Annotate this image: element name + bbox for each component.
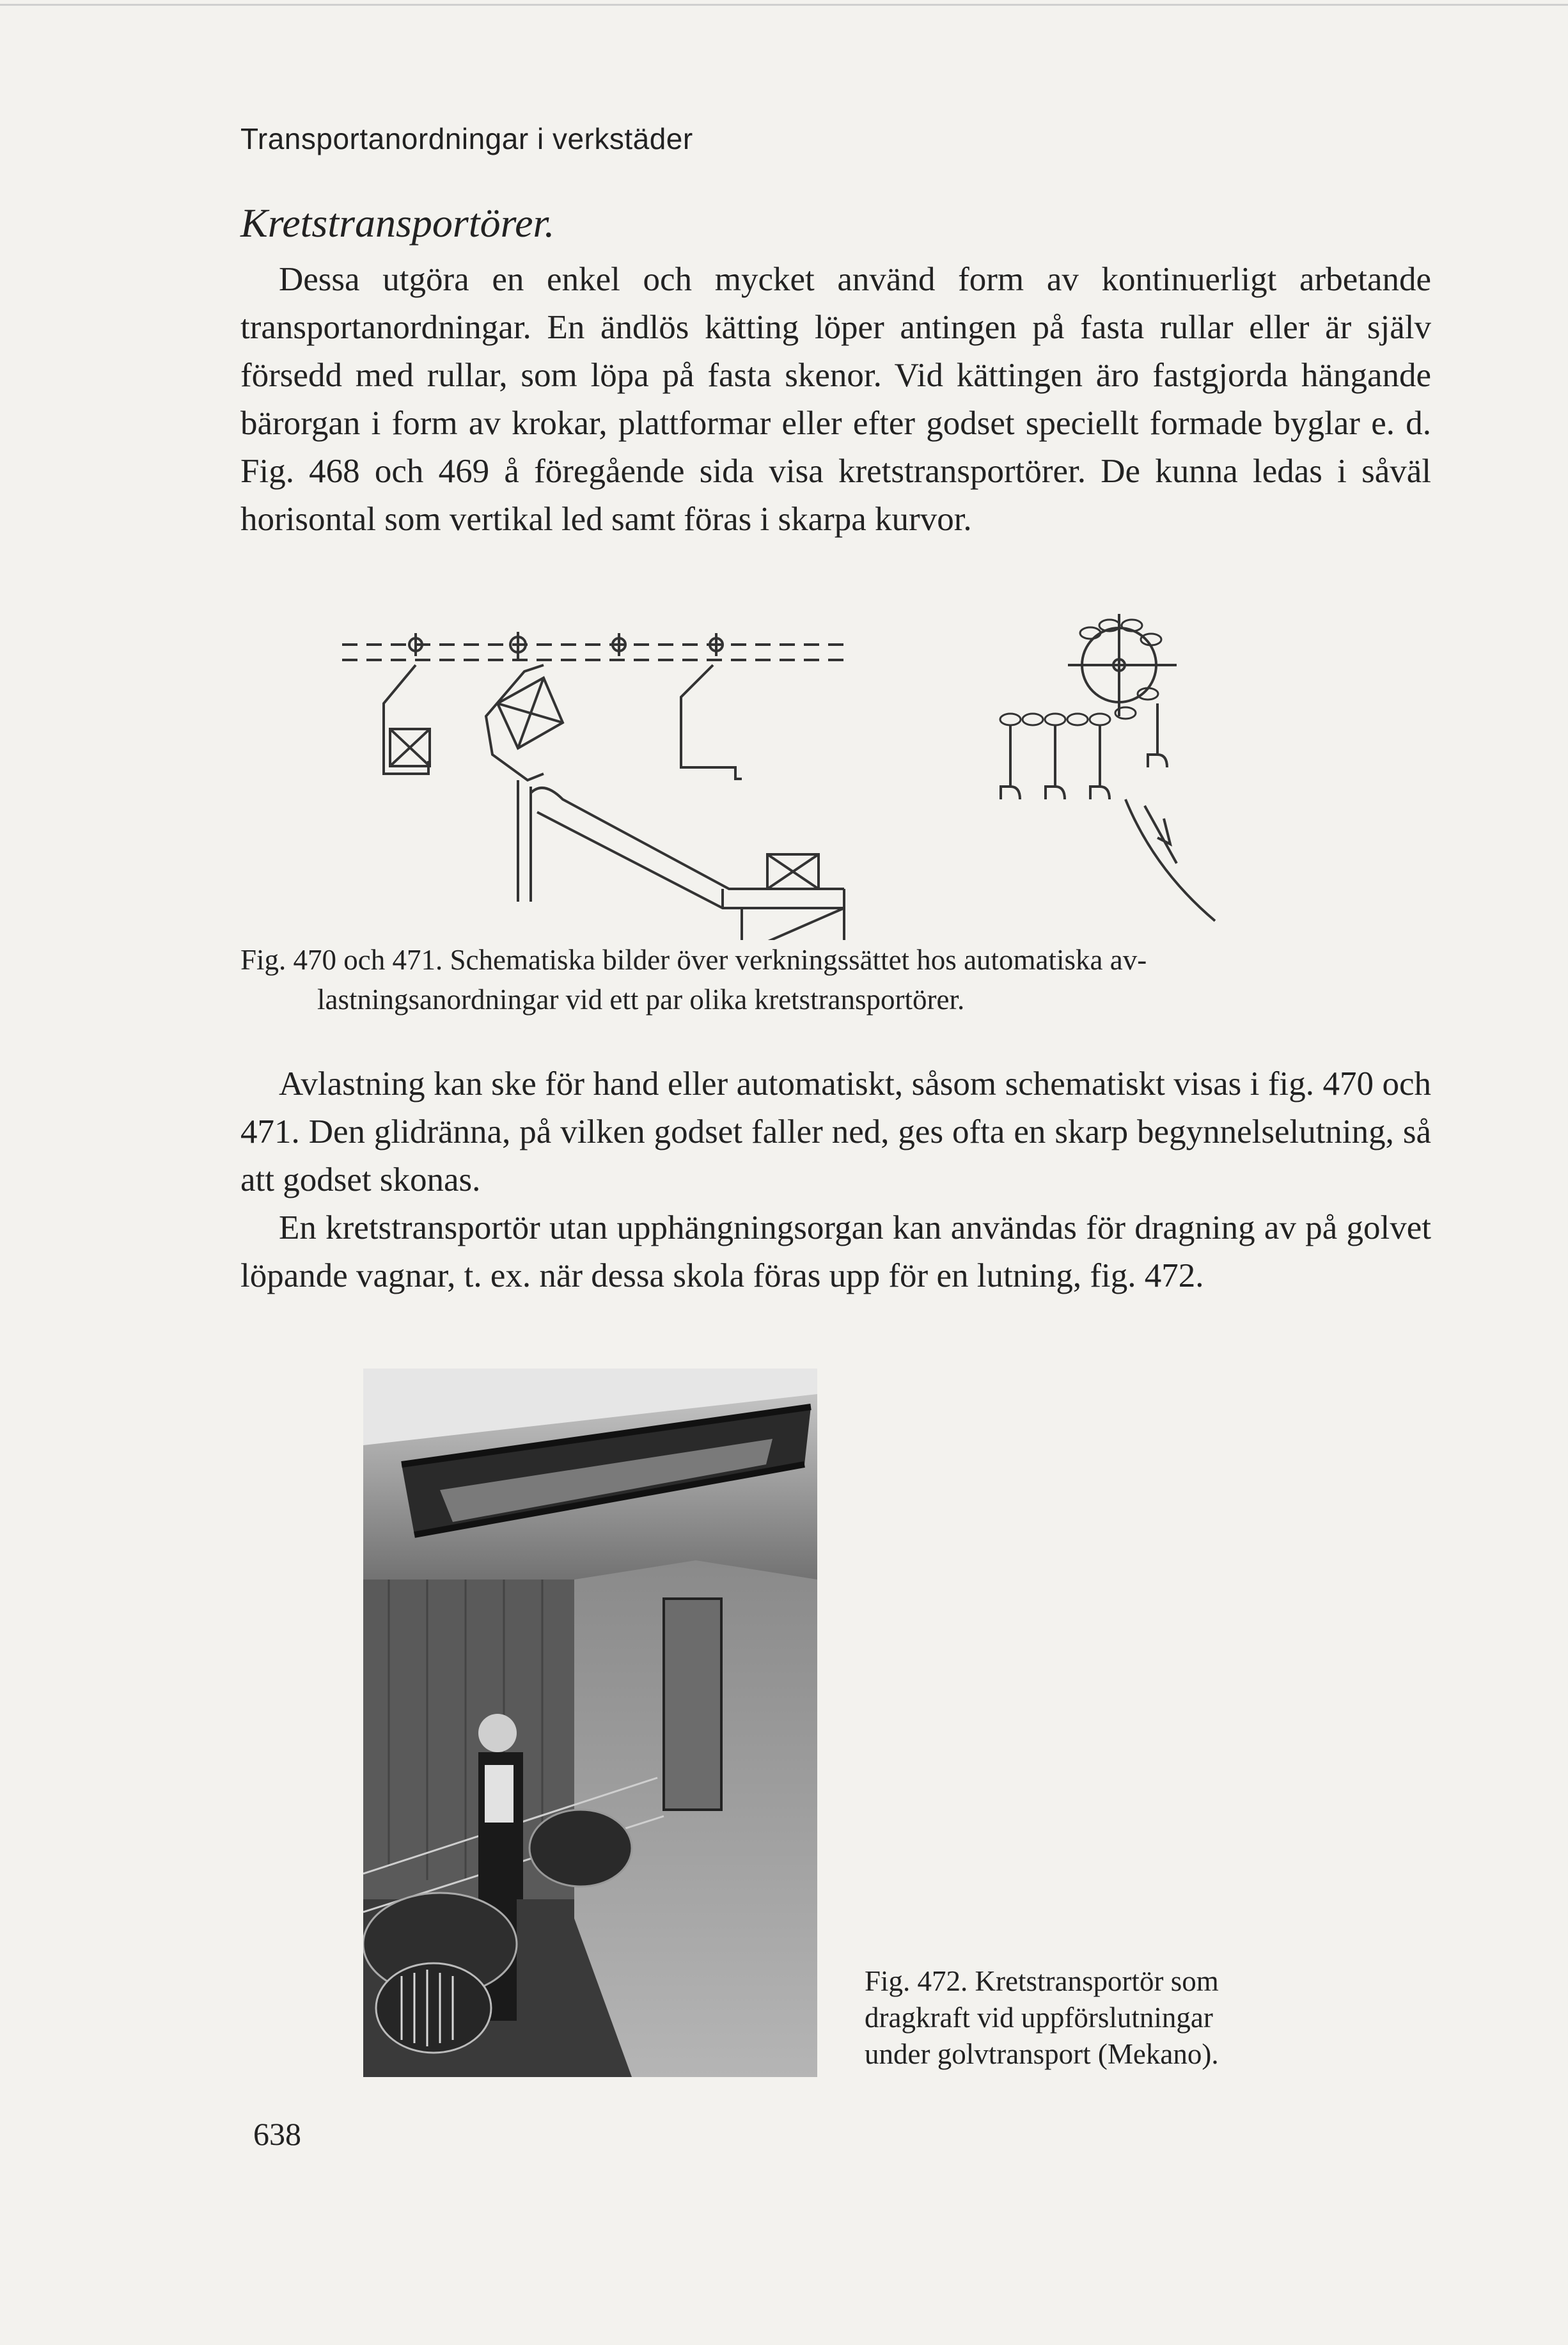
- figure-470-471-diagram: [333, 608, 1292, 940]
- figure-470-471-caption: [240, 940, 1431, 1019]
- running-head: Transportanordningar i verkstäder: [240, 122, 693, 155]
- figure-472-photo: [363, 1369, 817, 2077]
- figure-472-caption-line2: dragkraft vid uppförslutningar: [865, 2002, 1213, 2034]
- fig470-hanger-3: [681, 665, 742, 779]
- figure-470-471-caption-line2: lastningsanordningar vid ett par olika kretstransportörer.: [317, 984, 965, 1016]
- fig470-hanger-1: [384, 665, 430, 774]
- figure-472-caption: [865, 1963, 1376, 2073]
- fig470-overhead-rail: [342, 645, 844, 660]
- fig471-chute-curve: [1125, 799, 1215, 921]
- fig470-chute: [518, 780, 844, 940]
- fig471-chain: [1000, 620, 1161, 725]
- paragraph-3: En kretstransportör utan upphängningsorgan kan användas för dragning av på golvet löpande vagnar, t. ex. när dessa skola föras upp för en lutning, fig. 472.: [240, 1209, 1431, 1294]
- figure-470-471-caption-line1: Fig. 470 och 471. Schematiska bilder över verkningssättet hos automatiska av-: [240, 944, 1147, 976]
- paragraph-1: Dessa utgöra en enkel och mycket använd form av kontinuerligt arbetande transportanordningar. En ändlös kätting löper antingen på fasta rullar eller är själv försedd med rullar, som löpa på fasta skenor. Vid kättingen äro fastgjorda hängande bärorgan i form av krokar, plattformar eller efter godset speciellt formade byglar e. d. Fig. 468 och 469 å föregående sida visa kretstransportörer. De kunna ledas i såväl horisontal som vertikal led samt föras i skarpa kurvor.: [240, 261, 1431, 538]
- paragraph-2: Avlastning kan ske för hand eller automatiskt, såsom schematiskt visas i fig. 470 och 471. Den glidränna, på vilken godset faller ned, ges ofta en skarp begynnelselutning, så att godset skonas.: [240, 1065, 1431, 1198]
- page-number: 638: [253, 2116, 301, 2152]
- fig471-hooks: [1001, 703, 1167, 799]
- fig470-hanger-2: [486, 665, 563, 780]
- section-title: Kretstransportörer.: [240, 200, 555, 246]
- top-edge-line: [0, 4, 1568, 6]
- figure-472-caption-line1: Fig. 472. Kretstransportör som: [865, 1965, 1219, 1997]
- figure-472-caption-line3: under golvtransport (Mekano).: [865, 2038, 1219, 2070]
